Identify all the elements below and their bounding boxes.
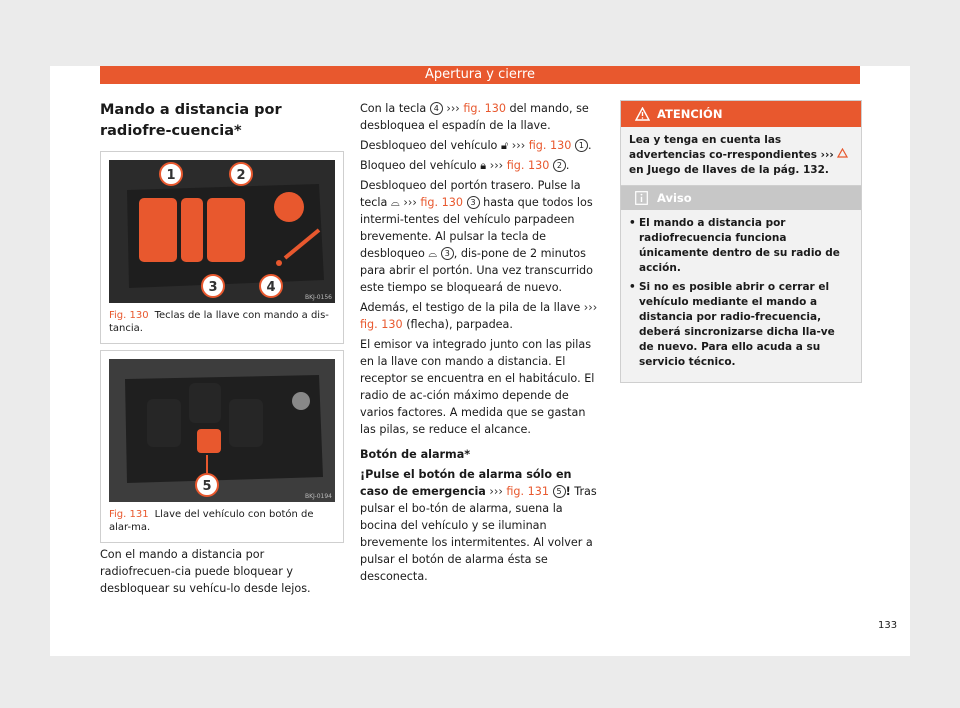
ref-2: 2 (553, 159, 566, 172)
figure-number: Fig. 131 (109, 509, 149, 520)
note-header (621, 186, 861, 210)
text: Con la tecla (360, 102, 427, 115)
figure-130 (100, 151, 344, 344)
intro-paragraph: Con el mando a distancia por radiofrecuen-cia puede bloquear y desbloquear su vehícu-lo desde lejos. (100, 548, 311, 595)
warning-box (620, 100, 862, 187)
figure-131 (100, 350, 344, 543)
alarm-warning-text: ¡Pulse el botón de alarma sólo en caso de emergencia (360, 468, 572, 498)
key-remote-image (109, 160, 335, 303)
note-title: Aviso (657, 191, 692, 205)
arrow-icon: ››› (820, 149, 834, 161)
text: Tras pulsar el bo-tón de alarma, suena la bocina del vehículo y se iluminan brevemente los intermitentes. Al volver a pulsar el botón de alarma ésta se desconecta. (360, 485, 597, 583)
note-body (621, 210, 861, 382)
note-item: • Si no es posible abrir o cerrar el vehículo mediante el mando a distancia por radio-frecuencia, deberá sincronizarse dicha lla-ve de nuevo. Para ello acuda a su servicio técnico. (629, 280, 853, 370)
fig-link[interactable]: fig. 130 (528, 139, 572, 152)
trunk-icon: ⌓ (390, 196, 400, 209)
ref-4: 4 (430, 102, 443, 115)
arrow-icon: ››› (446, 102, 460, 115)
figure-caption-text: Teclas de la llave con mando a dis-tancia. (109, 310, 329, 334)
warning-body (621, 127, 861, 186)
callouts (109, 160, 335, 303)
main-text-column (360, 100, 600, 588)
figure-caption (101, 303, 343, 343)
key-alarm-image (109, 359, 335, 502)
arrow-icon: ››› (583, 301, 598, 314)
paragraph-emitter: El emisor va integrado junto con las pilas en la llave con mando a distancia. El receptor se encuentra en el habitáculo. El radio de ac-ción máximo depende de varios factores. A medida que se gastan las pilas, se reduce el alcance. (360, 338, 595, 436)
alarm-heading: Botón de alarma* (360, 448, 471, 461)
chapter-header: Apertura y cierre (100, 66, 860, 84)
callout-5: 5 (202, 479, 212, 494)
paragraph-unlock: Desbloqueo del vehículo 🔓︎ ››› fig. 130 1 . (360, 139, 592, 152)
paragraph-key-blade (360, 100, 600, 134)
callout-1: 1 (166, 168, 176, 183)
unlock-icon: 🔓︎ (500, 139, 509, 152)
note-box (620, 185, 862, 383)
fig-link[interactable]: fig. 130 (463, 102, 506, 115)
figure-number: Fig. 130 (109, 310, 149, 321)
arrow-icon: ››› (511, 139, 526, 152)
lock-icon: 🔒︎ (480, 159, 487, 172)
text: Bloqueo del vehículo (360, 159, 477, 172)
arrow-icon: ››› (489, 159, 504, 172)
text: hasta que todos los intermi-tentes del vehículo parpadeen brevemente. Al pulsar la tecla de desbloqueo (360, 196, 593, 260)
text: , dis-pone de 2 minutos para abrir el portón. Una vez transcurrido este tiempo se bloqueará de nuevo. (360, 247, 593, 294)
section-title: Mando a distancia por radiofre-cuencia* (100, 100, 342, 152)
image-code: BKJ-0156 (304, 294, 332, 301)
callouts (109, 359, 335, 502)
fig-link[interactable]: fig. 130 (506, 159, 550, 172)
ref-5: 5 (553, 485, 566, 498)
page-number: 133 (878, 620, 898, 631)
text: Además, el testigo de la pila de la llave (360, 301, 581, 314)
text: (flecha), parpadea. (406, 318, 513, 331)
warning-title: ATENCIÓN (657, 107, 723, 121)
warning-triangle-icon (635, 107, 650, 121)
callout-4: 4 (266, 280, 276, 295)
image-code: BKJ-0194 (304, 493, 332, 500)
text: en Juego de llaves de la pág. 132. (629, 164, 829, 176)
callout-2: 2 (236, 168, 246, 183)
text: Desbloqueo del vehículo (360, 139, 498, 152)
warning-triangle-icon (837, 148, 848, 158)
arrow-icon: ››› (403, 196, 417, 209)
trunk-icon: ⌓ (428, 247, 438, 260)
ref-3: 3 (467, 196, 480, 209)
warning-header (621, 101, 861, 127)
arrow-icon: ››› (489, 485, 503, 498)
figure-caption (101, 502, 343, 542)
fig-link[interactable]: fig. 130 (420, 196, 463, 209)
figure-caption-text: Llave del vehículo con botón de alar-ma. (109, 509, 314, 533)
text: del mando, se desbloquea el espadín de la llave. (360, 102, 589, 132)
paragraph-alarm: ¡Pulse el botón de alarma sólo en caso de emergencia ››› fig. 131 5 ! Tras pulsar el bo-tón de alarma, suena la bocina del vehículo y se iluminan brevemente los intermitentes. Al volver a pulsar el botón de alarma ésta se desconecta. (360, 468, 597, 583)
paragraph-lock: Bloqueo del vehículo 🔒︎ ››› fig. 130 2 . (360, 159, 570, 172)
ref-3: 3 (441, 247, 454, 260)
text: Lea y tenga en cuenta las advertencias co-rrespondientes (629, 134, 818, 161)
note-item: • El mando a distancia por radiofrecuencia funciona únicamente dentro de su radio de acción. (629, 216, 853, 276)
info-icon (635, 191, 648, 205)
text: Desbloqueo del portón trasero. Pulse la tecla (360, 179, 581, 209)
fig-link[interactable]: fig. 131 (506, 485, 550, 498)
paragraph-battery (360, 299, 600, 333)
ref-1: 1 (575, 139, 588, 152)
paragraph-trunk (360, 177, 600, 296)
callout-3: 3 (208, 280, 218, 295)
fig-link[interactable]: fig. 130 (360, 318, 403, 331)
